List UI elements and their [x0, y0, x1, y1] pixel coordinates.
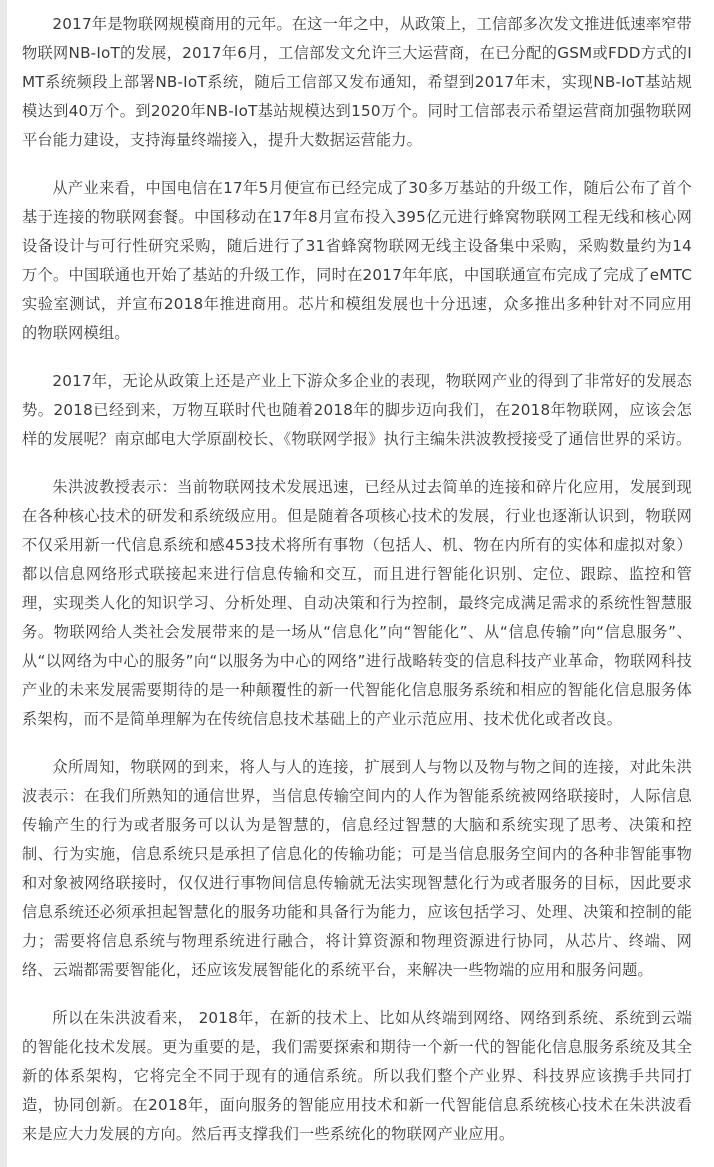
paragraph: 所以在朱洪波看来， 2018年，在新的技术上、比如从终端到网络、网络到系统、系统到云端的智能化技术发展。更为重要的是，我们需要探索和期待一个新一代的智能化信息服务系统及其全新的体系架构，它将完全不同于现有的通信系统。所以我们整个产业界、科技界应该携手共同打造，协同创新。在2018年，面向服务的智能应用技术和新一代智能信息系统核心技术在朱洪波看来是应大力发展的方向。然后再支撑我们一些系统化的物联网产业应用。 [22, 1009, 692, 1143]
article-body [22, 10, 692, 1149]
page-left-margin-rule [0, 0, 7, 1167]
paragraph: 2017年，无论从政策上还是产业上下游众多企业的表现，物联网产业的得到了非常好的发展态势。2018已经到来，万物互联时代也随着2018年的脚步迈向我们，在2018年物联网，应该会怎样的发展呢？南京邮电大学原副校长、《物联网学报》执行主编朱洪波教授接受了通信世界的采访。 [22, 372, 692, 448]
paragraph: 2017年是物联网规模商用的元年。在这一年之中，从政策上，工信部多次发文推进低速率窄带物联网NB-IoT的发展，2017年6月，工信部发文允许三大运营商，在已分配的GSM或FDD方式的IMT系统频段上部署NB-IoT系统，随后工信部又发布通知，希望到2017年末，实现NB-IoT基站规模达到40万个。到2020年NB-IoT基站规模达到150万个。同时工信部表示希望运营商加强物联网平台能力建设，支持海量终端接入，提升大数据运营能力。 [22, 15, 692, 149]
paragraph: 从产业来看，中国电信在17年5月便宣布已经完成了30多万基站的升级工作，随后公布了首个基于连接的物联网套餐。中国移动在17年8月宣布投入395亿元进行蜂窝物联网工程无线和核心网设备设计与可行性研究采购，随后进行了31省蜂窝物联网无线主设备集中采购，采购数量约为14万个。中国联通也开始了基站的升级工作，同时在2017年年底，中国联通宣布完成了完成了eMTC实验室测试，并宣布2018年推进商用。芯片和模组发展也十分迅速，众多推出多种针对不同应用的物联网模组。 [22, 179, 692, 342]
paragraph: 朱洪波教授表示：当前物联网技术发展迅速，已经从过去简单的连接和碎片化应用，发展到现在各种核心技术的研发和系统级应用。但是随着各项核心技术的发展，行业也逐渐认识到，物联网不仅采用新一代信息系统和感453技术将所有事物（包括人、机、物在内所有的实体和虚拟对象）都以信息网络形式联接起来进行信息传输和交互，而且进行智能化识别、定位、跟踪、监控和管理，实现类人化的知识学习、分析处理、自动决策和行为控制，最终完成满足需求的系统性智慧服务。物联网给人类社会发展带来的是一场从“信息化”向“智能化”、从“信息传输”向“信息服务”、从“以网络为中心的服务”向“以服务为中心的网络”进行战略转变的信息科技产业革命，物联网科技产业的未来发展需要期待的是一种颠覆性的新一代智能化信息服务系统和相应的智能化信息服务体系架构，而不是简单理解为在传统信息技术基础上的产业示范应用、技术优化或者改良。 [22, 478, 692, 728]
paragraph: 众所周知，物联网的到来，将人与人的连接，扩展到人与物以及物与物之间的连接，对此朱洪波表示：在我们所熟知的通信世界，当信息传输空间内的人作为智能系统被网络联接时，人际信息传输产生的行为或者服务可以认为是智慧的，信息经过智慧的大脑和系统实现了思考、决策和控制、行为实施，信息系统只是承担了信息化的传输功能；可是当信息服务空间内的各种非智能事物和对象被网络联接时，仅仅进行事物间信息传输就无法实现智慧化行为或者服务的目标，因此要求信息系统还必须承担起智慧化的服务功能和具备行为能力，应该包括学习、处理、决策和控制的能力；需要将信息系统与物理系统进行融合，将计算资源和物理资源进行协同，从芯片、终端、网络、云端都需要智能化，还应该发展智能化的系统平台，来解决一些物端的应用和服务问题。 [22, 758, 692, 979]
